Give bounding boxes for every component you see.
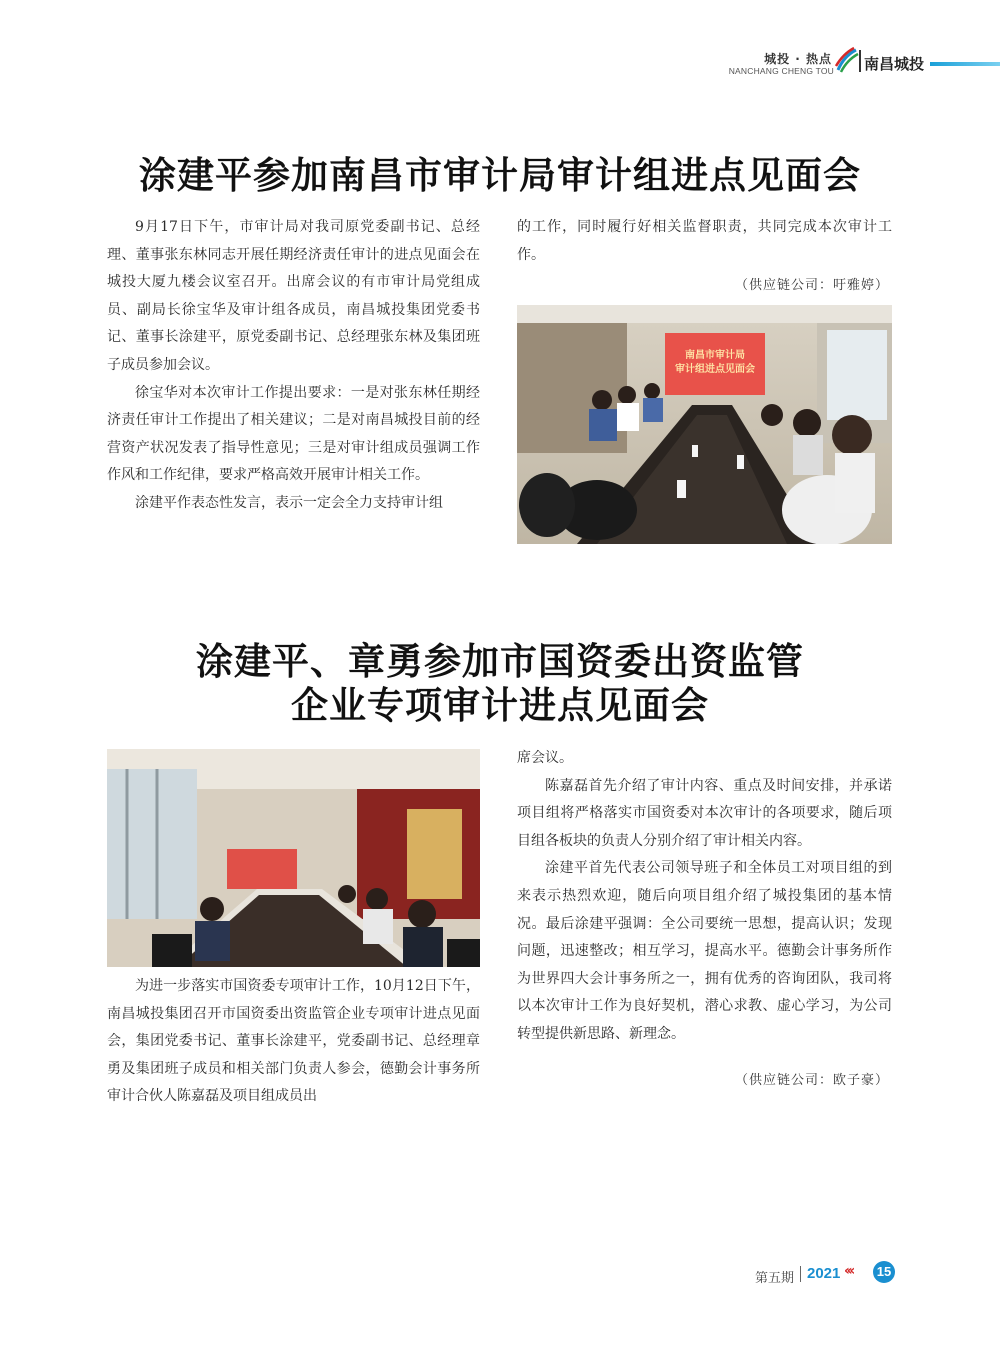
article2-paragraph: 为进一步落实市国资委专项审计工作，10月12日下午，南昌城投集团召开市国资委出资监管企业专项审计进点见面会，集团党委书记、董事长涂建平，党委副书记、总经理章勇及集团班子成员和相关部门负责人参会，德勤会计事务所审计合伙人陈嘉磊及项目组成员出 (107, 978, 480, 1105)
article2-left-column (107, 973, 480, 1111)
article1-paragraph: 9月17日下午，市审计局对我司原党委副书记、总经理、董事张东林同志开展任期经济责任审计的进点见面会在城投大厦九楼会议室召开。出席会议的有市审计局党组成员、副局长徐宝华及审计组各成员，南昌城投集团党委书记、董事长涂建平，原党委副书记、总经理张东林及集团班子成员参加会议。 (107, 219, 480, 373)
article1-right-column (517, 214, 892, 269)
article2-title-line1: 涂建平、章勇参加市国资委出资监管 (196, 640, 804, 683)
article2-paragraph: 席会议。 (517, 750, 573, 766)
article2-paragraph: 陈嘉磊首先介绍了审计内容、重点及时间安排，并承诺项目组将严格落实市国资委对本次审计的各项要求，随后项目组各板块的负责人分别介绍了审计相关内容。 (517, 777, 892, 849)
article2-right-column (517, 745, 892, 1049)
article1-meeting-photo (517, 305, 892, 544)
article2-credit: （供应链公司：欧子豪） (734, 1073, 889, 1088)
chevrons-icon: ‹‹‹ (844, 1263, 853, 1279)
brand-logo-icon (834, 46, 860, 74)
article2-meeting-photo (107, 749, 480, 967)
footer-year: 2021 (807, 1265, 841, 1282)
article2-title-line2: 企业专项审计进点见面会 (291, 684, 709, 727)
header-divider (859, 50, 861, 72)
article1-left-column (107, 214, 480, 518)
page-number: 15 (873, 1261, 895, 1283)
header-brand: 南昌城投 (864, 55, 925, 73)
photo-screen-text: 审计组进点见面会 (675, 364, 755, 375)
article2-paragraph: 涂建平首先代表公司领导班子和全体员工对项目组的到来表示热烈欢迎，随后向项目组介绍了城投集团的基本情况。最后涂建平强调：全公司要统一思想，提高认识；发现问题，迅速整改；相互学习，提高水平。德勤会计事务所作为世界四大会计事务所之一，拥有优秀的咨询团队，我司将以本次审计工作为良好契机，潜心求教、虚心学习，为公司转型提供新思路、新理念。 (517, 860, 892, 1042)
photo-screen-text: 南昌市审计局 (685, 350, 745, 361)
article1-paragraph: 的工作，同时履行好相关监督职责，共同完成本次审计工作。 (517, 219, 892, 263)
header-accent-line (930, 62, 1000, 66)
article1-paragraph: 涂建平作表态性发言，表示一定会全力支持审计组 (135, 494, 443, 511)
article1-credit: （供应链公司：吁雅婷） (734, 278, 889, 293)
footer-issue: 第五期 (755, 1271, 795, 1286)
header-section-label: 城投 · 热点 (764, 52, 832, 66)
article1-title: 涂建平参加南昌市审计局审计组进点见面会 (139, 154, 861, 197)
header-section-english: NANCHANG CHENG TOU (728, 66, 834, 76)
footer-divider (800, 1266, 801, 1282)
article1-paragraph: 徐宝华对本次审计工作提出要求：一是对张东林任期经济责任审计工作提出了相关建议；二是对南昌城投目前的经营资产状况发表了指导性意见；三是对审计组成员强调工作作风和工作纪律，要求严格高效开展审计相关工作。 (107, 384, 480, 484)
